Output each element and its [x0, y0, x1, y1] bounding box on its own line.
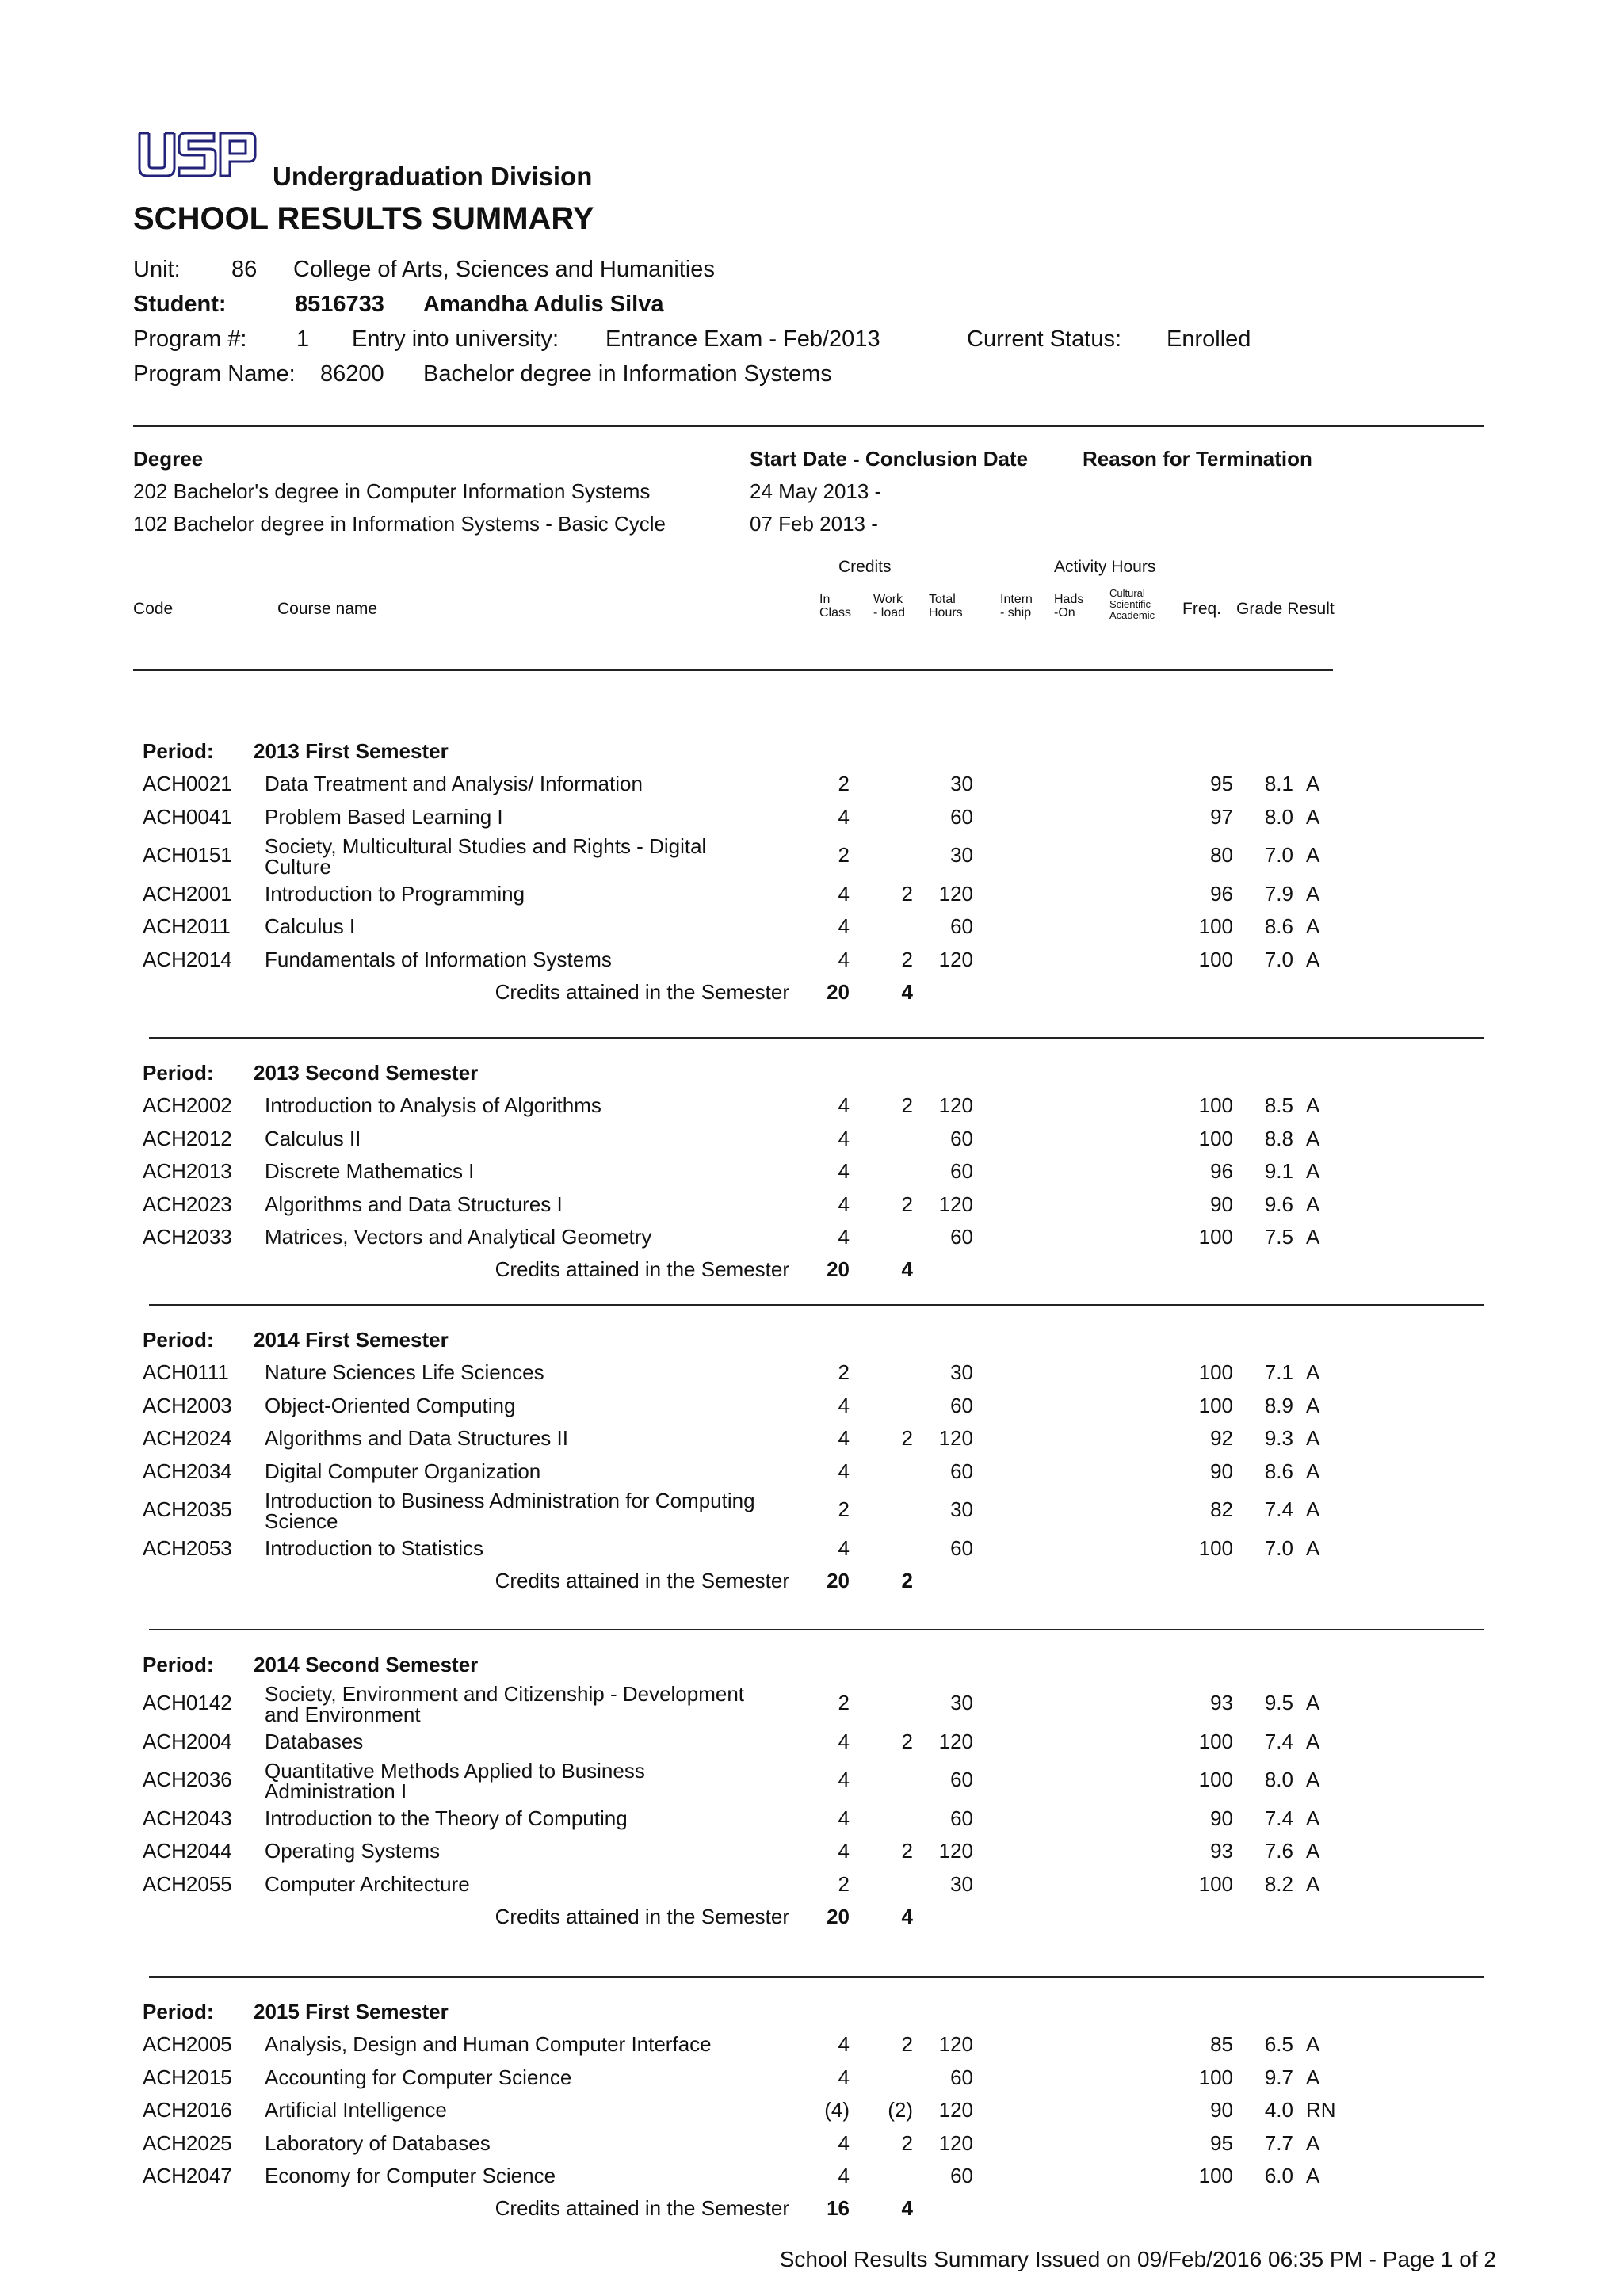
result: A — [1306, 881, 1320, 906]
grade: 9.1 — [1264, 1159, 1293, 1184]
result: A — [1306, 947, 1320, 971]
program-label: Program #: — [133, 326, 247, 352]
grade: 8.6 — [1264, 914, 1293, 939]
total-hours: 120 — [938, 2032, 973, 2057]
in-class-credits: 4 — [838, 2164, 850, 2187]
period-label: Period: — [143, 739, 214, 763]
total-hours: 60 — [950, 2164, 973, 2187]
course-name: Discrete Mathematics I — [265, 1159, 475, 1184]
course-code: ACH0111 — [143, 1360, 229, 1385]
degree-row-1-dates: 24 May 2013 - — [750, 479, 882, 503]
grade: 8.9 — [1264, 1393, 1293, 1417]
frequency: 96 — [1210, 881, 1233, 906]
total-hours: 120 — [938, 1093, 973, 1118]
in-class-credits: 4 — [838, 2032, 850, 2057]
total-hours: 30 — [950, 1691, 973, 1715]
grade: 9.3 — [1264, 1426, 1293, 1451]
course-code: ACH2034 — [143, 1459, 232, 1483]
course-name: Accounting for Computer Science — [265, 2065, 572, 2089]
entry-value: Entrance Exam - Feb/2013 — [605, 326, 880, 352]
course-code: ACH2005 — [143, 2032, 232, 2057]
frequency: 90 — [1210, 1806, 1233, 1830]
grade: 7.6 — [1264, 1839, 1293, 1863]
dates-header: Start Date - Conclusion Date — [750, 447, 1029, 471]
course-code: ACH2047 — [143, 2164, 232, 2187]
frequency: 100 — [1198, 1126, 1233, 1150]
course-name: Algorithms and Data Structures II — [265, 1426, 568, 1451]
frequency: 85 — [1210, 2032, 1233, 2057]
course-code: ACH2053 — [143, 1535, 232, 1560]
result: A — [1306, 1839, 1320, 1863]
course-code: ACH2023 — [143, 1192, 232, 1216]
course-code: ACH2016 — [143, 2098, 232, 2122]
result: A — [1306, 1093, 1320, 1118]
grade: 7.0 — [1264, 1535, 1293, 1560]
in-class-credits: 4 — [838, 1535, 850, 1560]
result: A — [1306, 1126, 1320, 1150]
result: A — [1306, 914, 1320, 939]
course-name-cont: and Environment — [265, 1703, 421, 1727]
result: A — [1306, 1768, 1320, 1792]
course-column-header: Course name — [277, 600, 378, 618]
course-name: Laboratory of Databases — [265, 2130, 491, 2155]
in-class-credits: 4 — [838, 1729, 850, 1753]
total-hours: 30 — [950, 1871, 973, 1896]
course-name: Introduction to Business Administration for Computing — [265, 1489, 755, 1512]
course-name: Databases — [265, 1729, 364, 1753]
course-code: ACH2044 — [143, 1839, 232, 1863]
in-class-credits: 4 — [838, 1768, 850, 1792]
frequency: 100 — [1198, 1393, 1233, 1417]
total-hours: 120 — [938, 2130, 973, 2155]
course-name: Introduction to Analysis of Algorithms — [265, 1093, 601, 1118]
result: A — [1306, 1497, 1320, 1522]
total-hours: 30 — [950, 843, 973, 868]
total-hours: 60 — [950, 2065, 973, 2089]
course-name: Economy for Computer Science — [265, 2164, 556, 2187]
course-name: Operating Systems — [265, 1839, 441, 1863]
course-code: ACH0021 — [143, 772, 232, 796]
grade: 8.5 — [1264, 1093, 1293, 1118]
total-hours: 120 — [938, 1426, 973, 1451]
period-name: 2014 Second Semester — [254, 1653, 479, 1676]
grade: 7.4 — [1264, 1806, 1293, 1830]
workload-credits: 2 — [901, 881, 913, 906]
in-class-credits: 4 — [838, 1806, 850, 1830]
credits-attained-label: Credits attained in the Semester — [495, 1257, 789, 1282]
status-label: Current Status: — [967, 326, 1122, 352]
period-name: 2014 First Semester — [254, 1328, 449, 1352]
credits-group-header: Credits — [838, 558, 892, 576]
credits-attained-work: 4 — [901, 1905, 913, 1928]
frequency: 90 — [1210, 1192, 1233, 1216]
total-hours: 120 — [938, 1729, 973, 1753]
in-class-credits: 4 — [838, 1426, 850, 1451]
total-hours: 30 — [950, 1360, 973, 1385]
total-hours: 60 — [950, 1393, 973, 1417]
course-code: ACH2015 — [143, 2065, 232, 2089]
frequency: 80 — [1210, 843, 1233, 868]
frequency: 95 — [1210, 772, 1233, 796]
credits-attained-label: Credits attained in the Semester — [495, 979, 789, 1004]
degree-row-2: 102 Bachelor degree in Information Systems - Basic Cycle — [133, 512, 666, 536]
grade: 6.0 — [1264, 2164, 1293, 2187]
page-title: SCHOOL RESULTS SUMMARY — [133, 201, 594, 236]
in-class-credits: 4 — [838, 1126, 850, 1150]
frequency: 100 — [1198, 1093, 1233, 1118]
grade: 7.4 — [1264, 1497, 1293, 1522]
period-name: 2015 First Semester — [254, 2000, 449, 2023]
course-code: ACH2043 — [143, 1806, 232, 1830]
course-name-cont: Administration I — [265, 1779, 407, 1804]
grade: 7.4 — [1264, 1729, 1293, 1753]
frequency: 82 — [1210, 1497, 1233, 1522]
total-hours: 120 — [938, 881, 973, 906]
frequency: 100 — [1198, 1360, 1233, 1385]
in-class-credits: 4 — [838, 1225, 850, 1249]
in-class-credits: 4 — [838, 2065, 850, 2089]
result: A — [1306, 1159, 1320, 1184]
total-hours: 120 — [938, 2098, 973, 2122]
unit-label: Unit: — [133, 257, 181, 282]
grade: 8.0 — [1264, 1768, 1293, 1792]
frequency: 100 — [1198, 1871, 1233, 1896]
in-class-credits: 4 — [838, 1839, 850, 1863]
frequency: 93 — [1210, 1839, 1233, 1863]
result: A — [1306, 2032, 1320, 2057]
unit-name: College of Arts, Sciences and Humanities — [293, 257, 715, 282]
in-class-credits: 2 — [838, 1360, 850, 1385]
period-label: Period: — [143, 2000, 214, 2023]
frequency: 100 — [1198, 1768, 1233, 1792]
result: A — [1306, 1225, 1320, 1249]
in-class-credits: 4 — [838, 947, 850, 971]
course-name: Object-Oriented Computing — [265, 1393, 516, 1417]
total-hours: 60 — [950, 1535, 973, 1560]
result: A — [1306, 2065, 1320, 2089]
credits-attained-class: 20 — [827, 1568, 850, 1592]
result: A — [1306, 772, 1320, 796]
course-code: ACH0041 — [143, 804, 232, 829]
credits-attained-work: 4 — [901, 2196, 913, 2221]
period-name: 2013 Second Semester — [254, 1061, 479, 1085]
course-code: ACH2004 — [143, 1729, 232, 1753]
frequency: 96 — [1210, 1159, 1233, 1184]
workload-credits: 2 — [901, 1192, 913, 1216]
in-class-credits: 4 — [838, 1459, 850, 1483]
course-name: Introduction to Programming — [265, 881, 525, 906]
in-class-credits: 4 — [838, 881, 850, 906]
course-name: Society, Multicultural Studies and Rights - Digital — [265, 834, 707, 859]
freq-header: Freq. — [1182, 600, 1222, 618]
grade: 7.7 — [1264, 2130, 1293, 2155]
in-class-credits: 2 — [838, 1871, 850, 1896]
credits-attained-class: 20 — [827, 1905, 850, 1928]
grade: 9.7 — [1264, 2065, 1293, 2089]
course-code: ACH2003 — [143, 1393, 232, 1417]
header-divider — [133, 425, 1484, 427]
course-name: Quantitative Methods Applied to Business — [265, 1759, 645, 1783]
period-label: Period: — [143, 1061, 214, 1085]
grade: 4.0 — [1264, 2098, 1293, 2122]
result: A — [1306, 843, 1320, 868]
total-hours: 120 — [938, 947, 973, 971]
grade: 8.2 — [1264, 1871, 1293, 1896]
course-name: Problem Based Learning I — [265, 804, 503, 829]
grade-result-header: Grade Result — [1236, 600, 1335, 618]
cultural-header: Cultural Scientific Academic — [1109, 587, 1155, 621]
course-name-cont: Science — [265, 1509, 338, 1533]
course-code: ACH2014 — [143, 947, 232, 971]
degree-row-2-dates: 07 Feb 2013 - — [750, 512, 878, 536]
result: A — [1306, 1806, 1320, 1830]
in-class-credits: 4 — [838, 1192, 850, 1216]
program-number: 1 — [296, 326, 310, 352]
result: A — [1306, 2164, 1320, 2187]
frequency: 100 — [1198, 2164, 1233, 2187]
total-hours-header: Total Hours — [929, 593, 963, 620]
course-name: Computer Architecture — [265, 1871, 470, 1896]
frequency: 100 — [1198, 1729, 1233, 1753]
frequency: 100 — [1198, 947, 1233, 971]
in-class-credits: 4 — [838, 804, 850, 829]
course-name: Introduction to the Theory of Computing — [265, 1806, 628, 1830]
period-label: Period: — [143, 1653, 214, 1676]
frequency: 100 — [1198, 1535, 1233, 1560]
result: A — [1306, 1871, 1320, 1896]
in-class-credits: 2 — [838, 1497, 850, 1522]
course-name: Society, Environment and Citizenship - Development — [265, 1682, 745, 1707]
grade: 7.1 — [1264, 1360, 1293, 1385]
course-name: Introduction to Statistics — [265, 1535, 484, 1560]
total-hours: 30 — [950, 1497, 973, 1522]
period-divider — [149, 1976, 1484, 1978]
workload-header: Work - load — [873, 593, 906, 620]
student-label: Student: — [133, 292, 227, 317]
result: A — [1306, 804, 1320, 829]
in-class-credits: (4) — [824, 2098, 850, 2122]
reason-header: Reason for Termination — [1083, 447, 1312, 471]
entry-label: Entry into university: — [352, 326, 559, 352]
result: A — [1306, 1535, 1320, 1560]
hands-on-header: Hads -On — [1054, 593, 1084, 620]
period-name: 2013 First Semester — [254, 739, 449, 763]
result: A — [1306, 1393, 1320, 1417]
course-name-cont: Culture — [265, 855, 331, 879]
workload-credits: 2 — [901, 947, 913, 971]
total-hours: 60 — [950, 1126, 973, 1150]
frequency: 92 — [1210, 1426, 1233, 1451]
frequency: 100 — [1198, 2065, 1233, 2089]
workload-credits: 2 — [901, 1729, 913, 1753]
credits-attained-class: 20 — [827, 979, 850, 1004]
workload-credits: 2 — [901, 1839, 913, 1863]
result: A — [1306, 1426, 1320, 1451]
result: A — [1306, 1360, 1320, 1385]
course-name: Artificial Intelligence — [265, 2098, 447, 2122]
degree-row-1: 202 Bachelor's degree in Computer Information Systems — [133, 479, 651, 503]
result: A — [1306, 2130, 1320, 2155]
in-class-credits: 2 — [838, 843, 850, 868]
credits-attained-label: Credits attained in the Semester — [495, 1905, 789, 1928]
grade: 8.8 — [1264, 1126, 1293, 1150]
course-name: Analysis, Design and Human Computer Interface — [265, 2032, 712, 2057]
credits-attained-class: 16 — [827, 2196, 850, 2221]
workload-credits: (2) — [888, 2098, 913, 2122]
period-divider — [149, 1304, 1484, 1306]
in-class-credits: 4 — [838, 1159, 850, 1184]
in-class-credits: 2 — [838, 772, 850, 796]
code-column-header: Code — [133, 600, 174, 618]
unit-code: 86 — [231, 257, 258, 282]
degree-header: Degree — [133, 447, 204, 471]
frequency: 90 — [1210, 1459, 1233, 1483]
grade: 8.0 — [1264, 804, 1293, 829]
workload-credits: 2 — [901, 2130, 913, 2155]
total-hours: 60 — [950, 804, 973, 829]
program-name-label: Program Name: — [133, 361, 296, 387]
course-code: ACH0142 — [143, 1691, 232, 1715]
footer-issued: School Results Summary Issued on 09/Feb/2016 06:35 PM - Page 1 of 2 — [779, 2247, 1496, 2271]
course-code: ACH2011 — [143, 914, 231, 939]
course-code: ACH2013 — [143, 1159, 232, 1184]
credits-attained-work: 2 — [901, 1568, 913, 1592]
program-name: Bachelor degree in Information Systems — [423, 361, 832, 387]
course-name: Calculus I — [265, 914, 356, 939]
grade: 7.9 — [1264, 881, 1293, 906]
frequency: 100 — [1198, 1225, 1233, 1249]
workload-credits: 2 — [901, 1093, 913, 1118]
course-name: Calculus II — [265, 1126, 361, 1150]
in-class-credits: 4 — [838, 914, 850, 939]
course-code: ACH2024 — [143, 1426, 232, 1451]
program-code: 86200 — [320, 361, 384, 387]
course-code: ACH0151 — [143, 843, 232, 868]
course-name: Data Treatment and Analysis/ Information — [265, 772, 643, 796]
result: A — [1306, 1691, 1320, 1715]
frequency: 97 — [1210, 804, 1233, 829]
workload-credits: 2 — [901, 2032, 913, 2057]
total-hours: 120 — [938, 1839, 973, 1863]
frequency: 90 — [1210, 2098, 1233, 2122]
in-class-credits: 2 — [838, 1691, 850, 1715]
frequency: 93 — [1210, 1691, 1233, 1715]
course-name: Algorithms and Data Structures I — [265, 1192, 563, 1216]
course-code: ACH2035 — [143, 1497, 232, 1522]
in-class-credits: 4 — [838, 1093, 850, 1118]
course-name: Digital Computer Organization — [265, 1459, 541, 1483]
usp-logo — [136, 128, 258, 181]
grade: 8.1 — [1264, 772, 1293, 796]
period-label: Period: — [143, 1328, 214, 1352]
period-divider — [149, 1037, 1484, 1039]
frequency: 100 — [1198, 914, 1233, 939]
status-value: Enrolled — [1167, 326, 1251, 352]
course-name: Nature Sciences Life Sciences — [265, 1360, 544, 1385]
course-name: Matrices, Vectors and Analytical Geometry — [265, 1225, 652, 1249]
grade: 9.5 — [1264, 1691, 1293, 1715]
total-hours: 60 — [950, 1459, 973, 1483]
student-name: Amandha Adulis Silva — [423, 292, 664, 317]
course-code: ACH2002 — [143, 1093, 232, 1118]
activity-group-header: Activity Hours — [1054, 558, 1156, 576]
grade: 7.5 — [1264, 1225, 1293, 1249]
total-hours: 60 — [950, 1225, 973, 1249]
in-class-credits: 4 — [838, 1393, 850, 1417]
columns-divider — [133, 669, 1333, 671]
course-code: ACH2033 — [143, 1225, 232, 1249]
result: A — [1306, 1192, 1320, 1216]
credits-attained-work: 4 — [901, 979, 913, 1004]
workload-credits: 2 — [901, 1426, 913, 1451]
grade: 7.0 — [1264, 843, 1293, 868]
result: A — [1306, 1729, 1320, 1753]
total-hours: 60 — [950, 1806, 973, 1830]
course-code: ACH2036 — [143, 1768, 232, 1792]
result: A — [1306, 1459, 1320, 1483]
course-code: ACH2001 — [143, 881, 232, 906]
course-code: ACH2025 — [143, 2130, 232, 2155]
total-hours: 30 — [950, 772, 973, 796]
internship-header: Intern - ship — [1000, 593, 1033, 620]
total-hours: 120 — [938, 1192, 973, 1216]
grade: 7.0 — [1264, 947, 1293, 971]
total-hours: 60 — [950, 1768, 973, 1792]
in-class-header: In Class — [819, 593, 852, 620]
course-name: Fundamentals of Information Systems — [265, 947, 612, 971]
course-code: ACH2012 — [143, 1126, 232, 1150]
student-id: 8516733 — [295, 292, 384, 317]
course-code: ACH2055 — [143, 1871, 232, 1896]
result: RN — [1306, 2098, 1336, 2122]
grade: 6.5 — [1264, 2032, 1293, 2057]
credits-attained-label: Credits attained in the Semester — [495, 1568, 789, 1592]
division-title: Undergraduation Division — [273, 162, 593, 191]
frequency: 95 — [1210, 2130, 1233, 2155]
credits-attained-class: 20 — [827, 1257, 850, 1282]
period-divider — [149, 1629, 1484, 1630]
in-class-credits: 4 — [838, 2130, 850, 2155]
total-hours: 60 — [950, 1159, 973, 1184]
credits-attained-label: Credits attained in the Semester — [495, 2196, 789, 2221]
grade: 9.6 — [1264, 1192, 1293, 1216]
grade: 8.6 — [1264, 1459, 1293, 1483]
credits-attained-work: 4 — [901, 1257, 913, 1282]
total-hours: 60 — [950, 914, 973, 939]
